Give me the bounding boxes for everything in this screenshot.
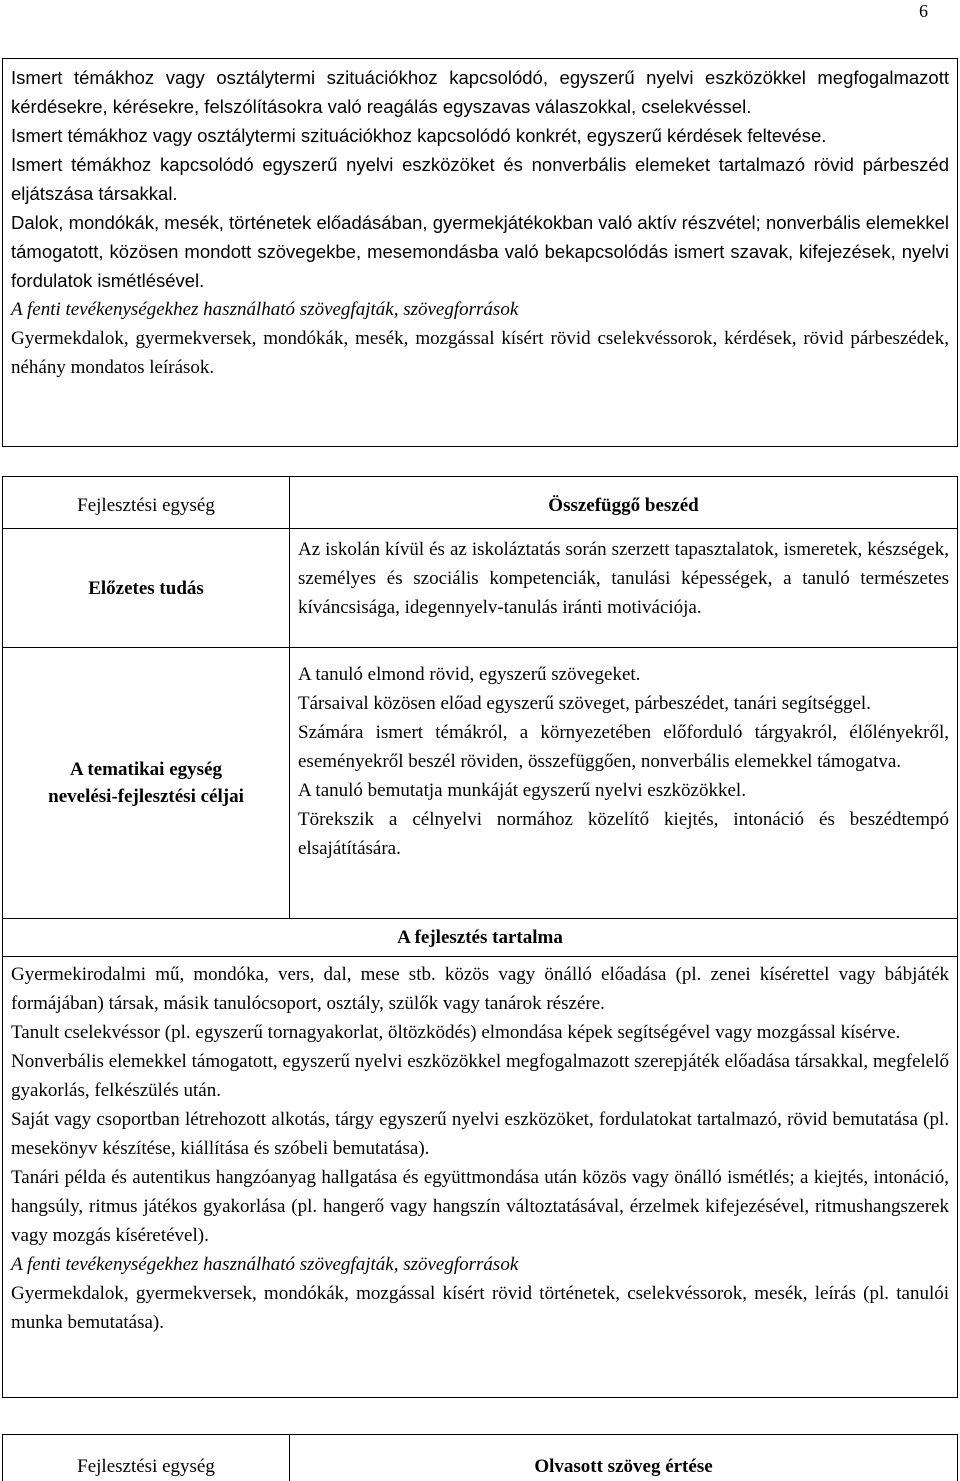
goal-item: A tanuló elmond rövid, egyszerű szövegeket.: [298, 648, 949, 689]
activity-paragraph: Ismert témákhoz vagy osztálytermi szituációkhoz kapcsolódó, egyszerű nyelvi eszközökkel megfogalmazott kérdésekre, kérésekre, felszólításokra való reagálás egyszavas válaszokkal, cselekvéssel.: [11, 63, 949, 121]
content-heading: A fejlesztés tartalma: [397, 927, 563, 948]
content-item: Tanári példa és autentikus hangzóanyag hallgatása és együttmondása után közös vagy önálló ismétlés; a kiejtés, intonáció, hangsúly, ritmus játékos gyakorlása (pl. hangerő vagy hangszín változtatásával, érzelmek kifejezésével, ritmushangszerek vagy mozgás kíséretével).: [11, 1163, 949, 1250]
prior-knowledge-label-cell: [3, 529, 290, 648]
prior-knowledge-text: Az iskolán kívül és az iskoláztatás során szerzett tapasztalatok, ismeretek, készségek, személyes és szociális kompetenciák, tanulási képességek, a tanuló természetes kíváncsisága, idegennyelv-tanulás iránti motivációja.: [298, 532, 949, 622]
content-cell: [3, 957, 958, 1398]
goals-label-cell: [3, 648, 290, 919]
goal-item: Számára ismert témákról, a környezetében előforduló tárgyakról, élőlényekről, eseményekről beszél röviden, összefüggően, nonverbális elemekkel támogatva.: [298, 718, 949, 776]
text-sources-heading: A fenti tevékenységekhez használható szövegfajták, szövegforrások: [11, 295, 949, 324]
goals-label-line1: A tematikai egység: [3, 756, 289, 783]
unit-label: Fejlesztési egység: [3, 1435, 289, 1481]
unit-label: Fejlesztési egység: [3, 477, 289, 520]
unit-label-cell: [3, 1435, 290, 1481]
content-item: Nonverbális elemekkel támogatott, egyszerű nyelvi eszközökkel megfogalmazott szerepjáték előadása társakkal, megfelelő gyakorlás, felkészülés után.: [11, 1047, 949, 1105]
prior-knowledge-label: Előzetes tudás: [88, 578, 204, 599]
unit-title: Összefüggő beszéd: [290, 477, 957, 520]
goal-item: Törekszik a célnyelvi normához közelítő kiejtés, intonáció és beszédtempó elsajátítására.: [298, 805, 949, 863]
unit-title-cell: [290, 477, 958, 529]
unit-title: Olvasott szöveg értése: [290, 1435, 957, 1481]
development-unit-table-next: [2, 1434, 958, 1481]
text-sources: Gyermekdalok, gyermekversek, mondókák, mesék, mozgással kísért rövid cselekvéssorok, kérdések, rövid párbeszédek, néhány mondatos leírások.: [11, 324, 949, 382]
goals-label-line2: nevelési-fejlesztési céljai: [3, 783, 289, 810]
goals-cell: [290, 648, 958, 919]
activity-paragraph: Ismert témákhoz kapcsolódó egyszerű nyelvi eszközöket és nonverbális elemeket tartalmazó rövid párbeszéd eljátszása társakkal.: [11, 150, 949, 208]
content-sources-heading: A fenti tevékenységekhez használható szövegfajták, szövegforrások: [11, 1250, 949, 1279]
development-unit-table: [2, 476, 958, 1398]
page-number: 6: [919, 0, 928, 22]
content-item: Gyermekirodalmi mű, mondóka, vers, dal, mese stb. közös vagy önálló előadása (pl. zenei kísérettel vagy bábjáték formájában) társak, másik tanulócsoport, osztály, szülők vagy tanárok részére.: [11, 957, 949, 1018]
content-item: Saját vagy csoportban létrehozott alkotás, tárgy egyszerű nyelvi eszközöket, fordulatokat tartalmazó, rövid bemutatása (pl. mesekönyv készítése, kiállítása és szóbeli bemutatása).: [11, 1105, 949, 1163]
goal-item: Társaival közösen előad egyszerű szöveget, párbeszédet, tanári segítséggel.: [298, 689, 949, 718]
content-sources: Gyermekdalok, gyermekversek, mondókák, mozgással kísért rövid történetek, cselekvéssorok, mesék, leírás (pl. tanulói munka bemutatása).: [11, 1279, 949, 1337]
unit-title-cell: [290, 1435, 958, 1481]
prior-knowledge-cell: [290, 529, 958, 648]
activity-paragraph: Ismert témákhoz vagy osztálytermi szituációkhoz kapcsolódó konkrét, egyszerű kérdések feltevése.: [11, 121, 949, 150]
goal-item: A tanuló bemutatja munkáját egyszerű nyelvi eszközökkel.: [298, 776, 949, 805]
content-heading-cell: [3, 919, 958, 957]
unit-label-cell: [3, 477, 290, 529]
activity-paragraph: Dalok, mondókák, mesék, történetek előadásában, gyermekjátékokban való aktív részvétel; nonverbális elemekkel támogatott, közösen mondott szövegekbe, mesemondásba való bekapcsolódás ismert szavak, kifejezések, nyelvi fordulatok ismétlésével.: [11, 208, 949, 295]
activities-box: [2, 58, 958, 447]
content-item: Tanult cselekvéssor (pl. egyszerű tornagyakorlat, öltözködés) elmondása képek segítségével vagy mozgással kísérve.: [11, 1018, 949, 1047]
